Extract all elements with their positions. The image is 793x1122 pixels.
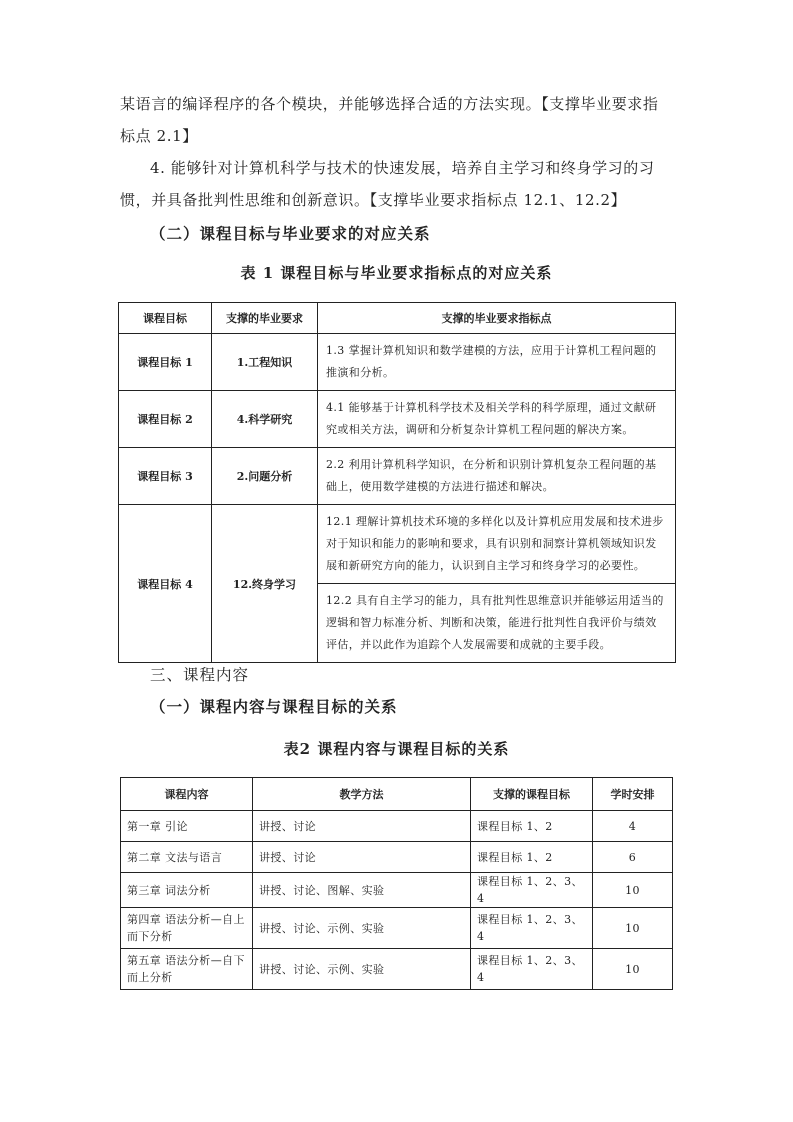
table-row [121, 811, 673, 842]
content-cell: 第三章 词法分析 [121, 873, 253, 908]
subsection-heading: （一）课程内容与课程目标的关系 [150, 697, 398, 716]
goals-cell: 课程目标 1、2 [471, 842, 593, 873]
indicator-cell: 12.2 具有自主学习的能力，具有批判性思维意识并能够运用适当的逻辑和智力标准分析、判断和决策，能进行批判性自我评价与绩效评估，并以此作为追踪个人发展需要和成就的主要手段。 [318, 584, 676, 663]
table-header-cell: 支撑的毕业要求指标点 [318, 303, 676, 334]
hours-cell: 10 [593, 949, 673, 990]
table-row [121, 873, 673, 908]
table-caption: 表 1 课程目标与毕业要求指标点的对应关系 [240, 264, 553, 282]
table-header-row [121, 778, 673, 811]
goal-cell: 课程目标 2 [119, 391, 212, 448]
table-header-row [119, 303, 676, 334]
hours-cell: 10 [593, 873, 673, 908]
goal-cell: 课程目标 3 [119, 448, 212, 505]
table-header-cell: 支撑的课程目标 [471, 778, 593, 811]
table-row [119, 448, 676, 505]
goal-cell: 课程目标 1 [119, 334, 212, 391]
hours-cell: 10 [593, 908, 673, 949]
method-cell: 讲授、讨论、图解、实验 [253, 873, 471, 908]
table-header-cell: 支撑的毕业要求 [212, 303, 318, 334]
hours-cell: 6 [593, 842, 673, 873]
table-row [119, 334, 676, 391]
content-cell: 第四章 语法分析—自上而下分析 [121, 908, 253, 949]
indicator-cell: 2.2 利用计算机科学知识，在分析和识别计算机复杂工程问题的基础上，使用数学建模的方法进行描述和解决。 [318, 448, 676, 505]
method-cell: 讲授、讨论 [253, 842, 471, 873]
table-header-cell: 课程目标 [119, 303, 212, 334]
goals-cell: 课程目标 1、2 [471, 811, 593, 842]
table-caption: 表2 课程内容与课程目标的关系 [283, 740, 510, 758]
content-cell: 第二章 文法与语言 [121, 842, 253, 873]
requirement-cell: 1.工程知识 [212, 334, 318, 391]
table-row [119, 505, 676, 584]
hours-cell: 4 [593, 811, 673, 842]
goal-cell: 课程目标 4 [119, 505, 212, 663]
requirement-cell: 12.终身学习 [212, 505, 318, 663]
table-header-cell: 教学方法 [253, 778, 471, 811]
goals-cell: 课程目标 1、2、3、4 [471, 908, 593, 949]
method-cell: 讲授、讨论、示例、实验 [253, 908, 471, 949]
content-cell: 第五章 语法分析—自下而上分析 [121, 949, 253, 990]
table-header-cell: 课程内容 [121, 778, 253, 811]
paragraph-line: 惯，并具备批判性思维和创新意识。【支撑毕业要求指标点 12.1、12.2】 [120, 191, 627, 209]
table-row [121, 949, 673, 990]
table-header-cell: 学时安排 [593, 778, 673, 811]
subsection-heading: （二）课程目标与毕业要求的对应关系 [150, 224, 431, 243]
goals-cell: 课程目标 1、2、3、4 [471, 873, 593, 908]
paragraph-line: 某语言的编译程序的各个模块，并能够选择合适的方法实现。【支撑毕业要求指 [120, 95, 659, 113]
section-title: 三、课程内容 [150, 666, 250, 684]
paragraph-line: 标点 2.1】 [120, 127, 198, 145]
indicator-cell: 12.1 理解计算机技术环境的多样化以及计算机应用发展和技术进步对于知识和能力的影响和要求，具有识别和洞察计算机领域知识发展和新研究方向的能力，认识到自主学习和终身学习的必要性。 [318, 505, 676, 584]
goals-cell: 课程目标 1、2、3、4 [471, 949, 593, 990]
method-cell: 讲授、讨论、示例、实验 [253, 949, 471, 990]
table-row [119, 391, 676, 448]
goals-requirements-table [118, 302, 676, 663]
table-row [121, 842, 673, 873]
table-row [121, 908, 673, 949]
requirement-cell: 2.问题分析 [212, 448, 318, 505]
paragraph-line: 4. 能够针对计算机科学与技术的快速发展，培养自主学习和终身学习的习 [150, 159, 655, 177]
indicator-cell: 4.1 能够基于计算机科学技术及相关学科的科学原理，通过文献研究或相关方法，调研和分析复杂计算机工程问题的解决方案。 [318, 391, 676, 448]
content-goals-table [120, 777, 673, 990]
requirement-cell: 4.科学研究 [212, 391, 318, 448]
method-cell: 讲授、讨论 [253, 811, 471, 842]
indicator-cell: 1.3 掌握计算机知识和数学建模的方法，应用于计算机工程问题的推演和分析。 [318, 334, 676, 391]
content-cell: 第一章 引论 [121, 811, 253, 842]
